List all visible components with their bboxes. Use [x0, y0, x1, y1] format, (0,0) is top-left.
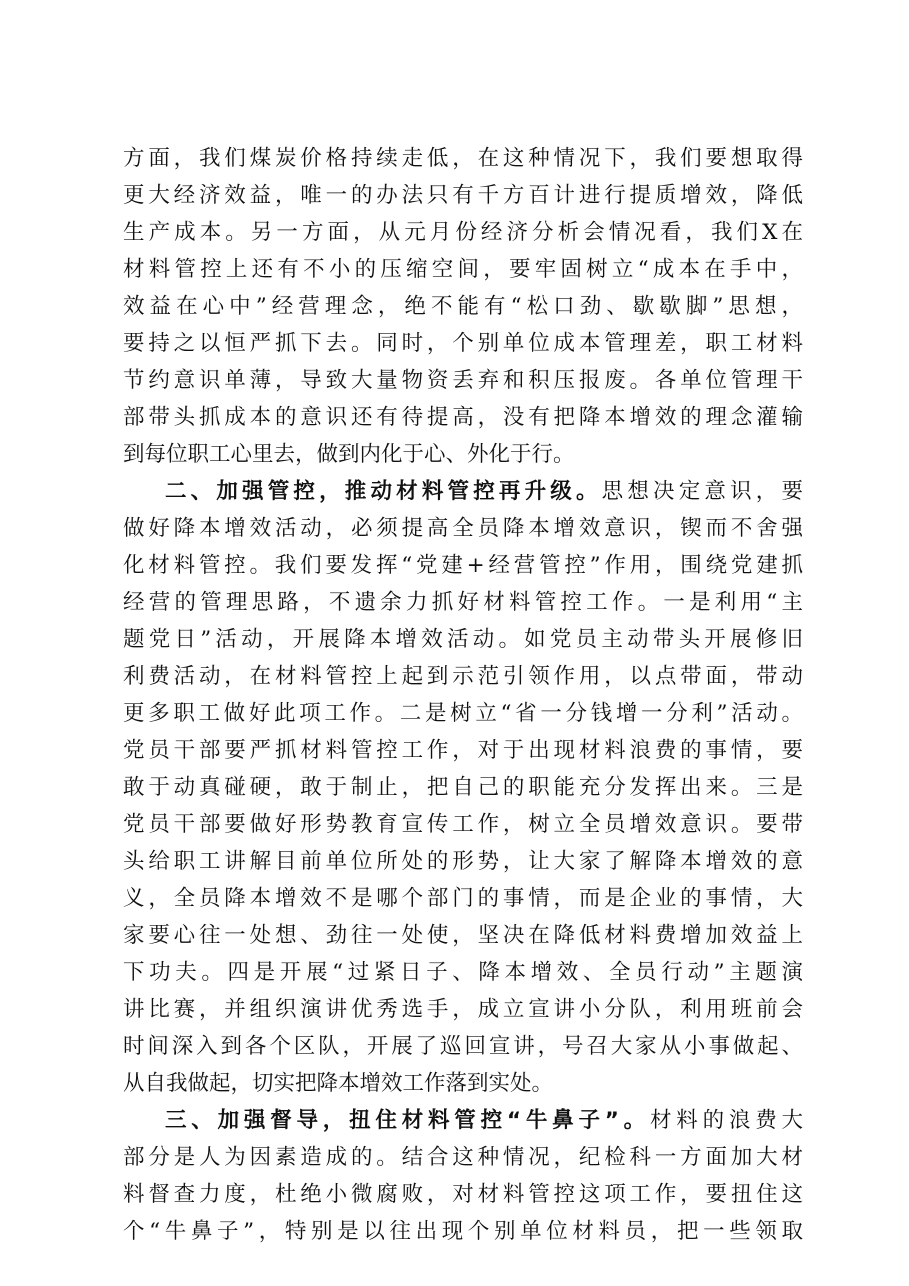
- text-line: 讲比赛，并组织演讲优秀选手，成立宣讲小分队，利用班前会: [123, 997, 803, 1022]
- text-line: 方面，我们煤炭价格持续走低，在这种情况下，我们要想取得: [123, 146, 803, 171]
- text-line: 党员干部要做好形势教育宣传工作，树立全员增效意识。要带: [123, 812, 803, 837]
- text-line: 部带头抓成本的意识还有待提高，没有把降本增效的理念灌输: [123, 405, 803, 430]
- text-line: 下功夫。四是开展“过紧日子、降本增效、全员行动”主题演: [123, 960, 803, 985]
- text-line: 更多职工做好此项工作。二是树立“省一分钱增一分利”活动。: [123, 701, 803, 726]
- text-line: 家要心往一处想、劲往一处使，坚决在降低材料费增加效益上: [123, 923, 803, 948]
- text-line: 做好降本增效活动，必须提高全员降本增效意识，锲而不舍强: [123, 516, 803, 541]
- text-line: 料督查力度，杜绝小微腐败，对材料管控这项工作，要扭住这: [123, 1182, 803, 1207]
- paragraph-first-line: [123, 1102, 803, 1139]
- section-heading: 三、加强督导，扭住材料管控“牛鼻子”。: [165, 1108, 650, 1133]
- paragraph-1: [123, 140, 803, 473]
- text-line: 节约意识单薄，导致大量物资丢弃和积压报废。各单位管理干: [123, 368, 803, 393]
- section-heading: 二、加强管控，推动材料管控再升级。: [165, 479, 602, 504]
- paragraph-3: [123, 1102, 803, 1250]
- text-line: 时间深入到各个区队，开展了巡回宣讲，号召大家从小事做起、: [123, 1034, 803, 1059]
- document-body: [123, 140, 803, 1250]
- text-line: 部分是人为因素造成的。结合这种情况，纪检科一方面加大材: [123, 1145, 803, 1170]
- text-line: 个“牛鼻子”，特别是以往出现个别单位材料员，把一些领取: [123, 1219, 803, 1244]
- text-line: 效益在心中”经营理念，绝不能有“松口劲、歇歇脚”思想，: [123, 294, 803, 319]
- text-line: 利费活动，在材料管控上起到示范引领作用，以点带面，带动: [123, 664, 803, 689]
- text-run: 材料的浪费大: [649, 1108, 803, 1133]
- text-line: 党员干部要严抓材料管控工作，对于出现材料浪费的事情，要: [123, 738, 803, 763]
- text-line: 化材料管控。我们要发挥“党建+经营管控”作用，围绕党建抓: [123, 553, 803, 578]
- text-run: 思想决定意识，要: [601, 479, 803, 504]
- text-line: 头给职工讲解目前单位所处的形势，让大家了解降本增效的意: [123, 849, 803, 874]
- text-line: 要持之以恒严抓下去。同时，个别单位成本管理差，职工材料: [123, 331, 803, 356]
- paragraph-first-line: [123, 473, 803, 510]
- paragraph-2: [123, 473, 803, 1102]
- text-line: 经营的管理思路，不遗余力抓好材料管控工作。一是利用“主: [123, 590, 803, 615]
- text-line: 生产成本。另一方面，从元月份经济分析会情况看，我们X在: [123, 220, 803, 245]
- text-line: 题党日”活动，开展降本增效活动。如党员主动带头开展修旧: [123, 627, 803, 652]
- text-line: 义，全员降本增效不是哪个部门的事情，而是企业的事情，大: [123, 886, 803, 911]
- text-line: 材料管控上还有不小的压缩空间，要牢固树立“成本在手中，: [123, 257, 803, 282]
- text-line: 敢于动真碰硬，敢于制止，把自己的职能充分发挥出来。三是: [123, 775, 803, 800]
- text-line: 到每位职工心里去，做到内化于心、外化于行。: [123, 442, 575, 467]
- text-line: 从自我做起，切实把降本增效工作落到实处。: [123, 1071, 554, 1096]
- text-line: 更大经济效益，唯一的办法只有千方百计进行提质增效，降低: [123, 183, 803, 208]
